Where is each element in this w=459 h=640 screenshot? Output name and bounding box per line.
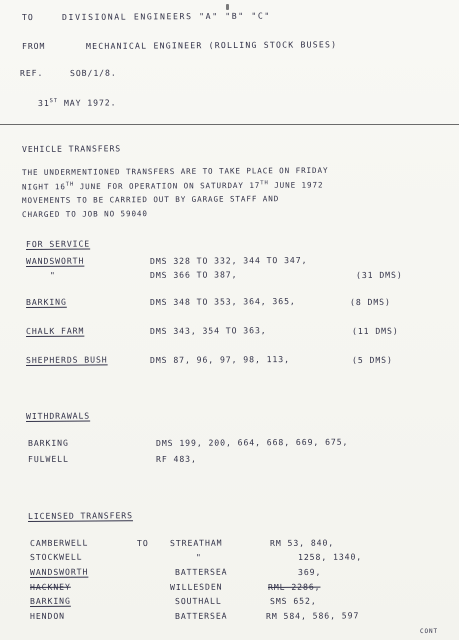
intro-line-3: MOVEMENTS TO BE CARRIED OUT BY GARAGE STAFF AND (21, 194, 280, 205)
fs-garage-5: SHEPHERDS BUSH (25, 354, 108, 365)
lt-from-6: HENDON (29, 610, 66, 621)
punch-hole-mark (226, 4, 229, 10)
fs-garage-1: WANDSWORTH (25, 255, 85, 266)
wd-garage-2: FULWELL (27, 453, 69, 464)
to-label: TO (21, 11, 34, 22)
lt-vehicles-3: 369, (297, 566, 322, 577)
lt-to-4: WILLESDEN (169, 581, 223, 592)
memo-date: 31ST MAY 1972. (37, 97, 117, 108)
intro-line-2: NIGHT 16TH JUNE FOR OPERATION ON SATURDAY 17TH JUNE 1972 (21, 180, 324, 192)
lt-vehicles-1: RM 53, 840, (269, 537, 335, 548)
withdrawals-heading: WITHDRAWALS (25, 410, 91, 421)
lt-from-4: HACKNEY (29, 581, 71, 592)
fs-count-5: (5 DMS) (351, 354, 393, 365)
lt-vehicles-5: SMS 652, (269, 595, 317, 606)
wd-detail-1: DMS 199, 200, 664, 668, 669, 675, (155, 436, 349, 448)
fs-count-4: (11 DMS) (351, 325, 399, 336)
wd-detail-2: RF 483, (155, 453, 197, 464)
lt-from-1: CAMBERWELL (29, 537, 89, 548)
licensed-transfers-heading: LICENSED TRANSFERS (27, 510, 133, 521)
lt-vehicles-4: RML 2286, (267, 581, 321, 592)
fs-detail-5: DMS 87, 96, 97, 98, 113, (149, 354, 290, 365)
ref-label: REF. (19, 67, 44, 78)
intro-line-1: THE UNDERMENTIONED TRANSFERS ARE TO TAKE PLACE ON FRIDAY (21, 165, 329, 177)
ref-value: SOB/1/8. (69, 67, 117, 78)
fs-detail-3: DMS 348 TO 353, 364, 365, (149, 295, 296, 307)
continued-note: CONT (419, 627, 439, 635)
lt-from-2: STOCKWELL (29, 551, 83, 562)
to-value: DIVISIONAL ENGINEERS "A" "B" "C" (61, 10, 271, 22)
lt-to-2: " (195, 551, 202, 562)
lt-to-1: STREATHAM (169, 537, 223, 548)
fs-count-2: (31 DMS) (355, 269, 403, 280)
fs-detail-2: DMS 366 TO 387, (149, 269, 238, 280)
fs-garage-4: CHALK FARM (25, 325, 85, 336)
lt-to-5: SOUTHALL (174, 595, 222, 606)
fs-garage-2: " (49, 269, 56, 280)
from-label: FROM (21, 40, 46, 51)
lt-vehicles-2: 1258, 1340, (297, 551, 363, 562)
for-service-heading: FOR SERVICE (25, 238, 91, 249)
fs-detail-1: DMS 328 TO 332, 344 TO 347, (149, 254, 308, 266)
lt-to-word-1: TO (136, 537, 149, 548)
fs-garage-3: BARKING (25, 296, 67, 307)
fs-detail-4: DMS 343, 354 TO 363, (149, 325, 267, 336)
header-divider (0, 124, 459, 125)
lt-vehicles-6: RM 584, 586, 597 (265, 610, 360, 621)
lt-from-3: WANDSWORTH (29, 566, 89, 577)
wd-garage-1: BARKING (27, 437, 69, 448)
lt-to-6: BATTERSEA (174, 610, 228, 621)
fs-count-3: (8 DMS) (349, 296, 391, 307)
from-value: MECHANICAL ENGINEER (ROLLING STOCK BUSES) (85, 39, 338, 51)
lt-from-5: BARKING (29, 595, 71, 606)
intro-line-4: CHARGED TO JOB NO 59040 (21, 209, 148, 219)
lt-to-3: BATTERSEA (174, 566, 228, 577)
subject-line: VEHICLE TRANSFERS (21, 143, 122, 154)
